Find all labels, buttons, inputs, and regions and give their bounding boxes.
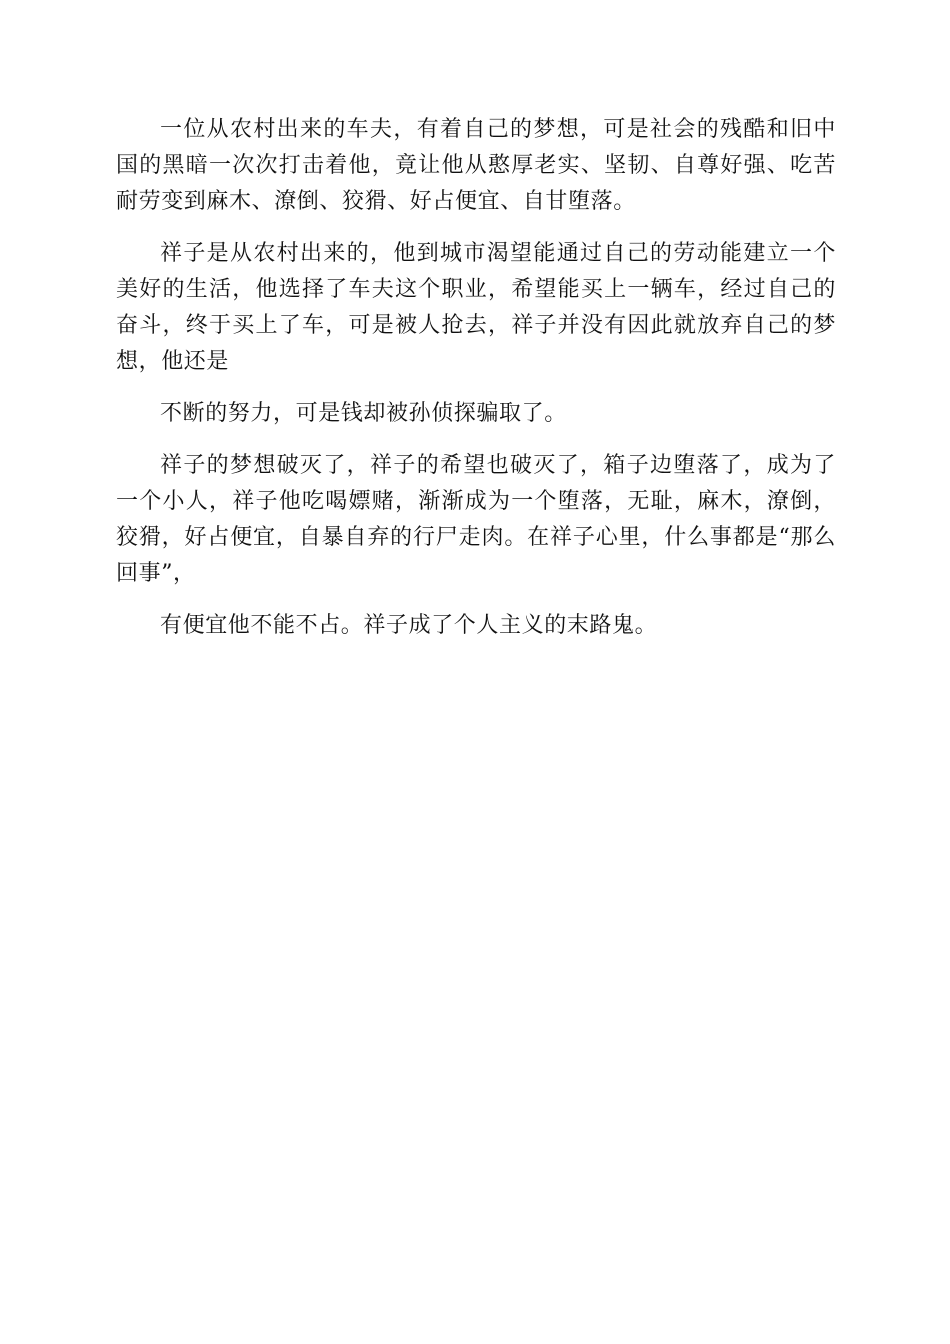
paragraph-5: 有便宜他不能不占。祥子成了个人主义的末路鬼。 xyxy=(160,613,658,638)
document-body xyxy=(116,112,836,660)
paragraph-2: 祥子是从农村出来的，他到城市渴望能通过自己的劳动能建立一个美好的生活，他选择了车夫这个职业，希望能买上一辆车，经过自己的奋斗，终于买上了车，可是被人抢去，祥子并没有因此就放弃自己的梦想，他还是 xyxy=(116,241,836,374)
paragraph-3: 不断的努力，可是钱却被孙侦探骗取了。 xyxy=(160,401,567,426)
paragraph-4: 祥子的梦想破灭了，祥子的希望也破灭了，箱子边堕落了，成为了一个小人，祥子他吃喝嫖赌，渐渐成为一个堕落，无耻，麻木，潦倒，狡猾，好占便宜，自暴自弃的行尸走肉。在祥子心里，什么事都是“那么回事”， xyxy=(116,453,836,586)
paragraph-1: 一位从农村出来的车夫，有着自己的梦想，可是社会的残酷和旧中国的黑暗一次次打击着他，竟让他从憨厚老实、坚韧、自尊好强、吃苦耐劳变到麻木、潦倒、狡猾、好占便宜、自甘堕落。 xyxy=(116,117,836,214)
